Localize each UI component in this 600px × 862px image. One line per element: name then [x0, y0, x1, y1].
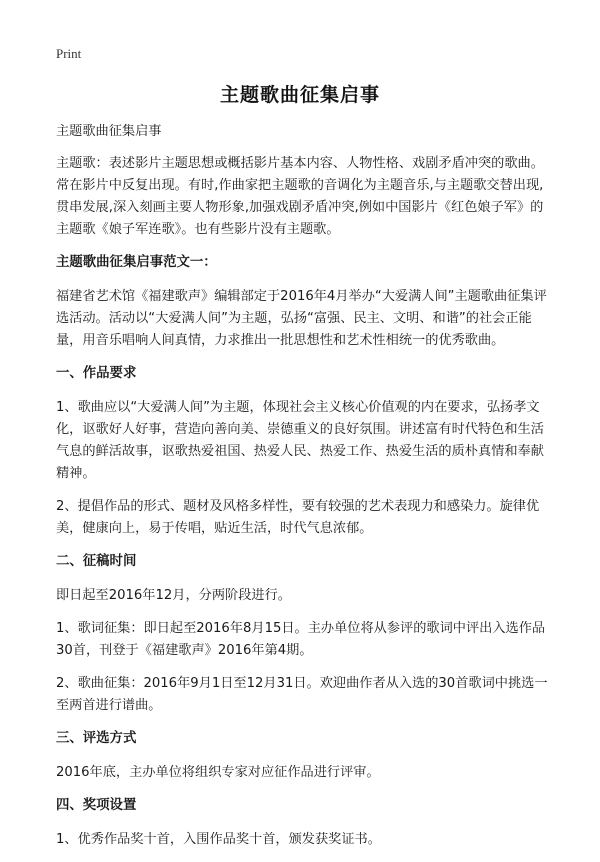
- sample-heading: 主题歌曲征集启事范文一：: [56, 255, 217, 270]
- intro-line: 主题歌曲征集启事: [56, 124, 162, 139]
- requirements-item-2: 2、提倡作品的形式、题材及风格多样性，要有较强的艺术表现力和感染力。旋律优美，健康向上，易于传唱，贴近生活，时代气息浓郁。: [56, 499, 540, 536]
- section-heading-evaluation: 三、评选方式: [56, 731, 137, 746]
- section-heading-requirements: 一、作品要求: [56, 366, 137, 381]
- evaluation-paragraph: 2016年底，主办单位将组织专家对应征作品进行评审。: [56, 765, 380, 780]
- section-heading-submission-period: 二、征稿时间: [56, 554, 137, 569]
- sample-intro-paragraph: 福建省艺术馆《福建歌声》编辑部定于2016年4月举办“大爱满人间”主题歌曲征集评选活动。活动以“大爱满人间”为主题，弘扬“富强、民主、文明、和谐”的社会正能量，用音乐唱响人间真情，力求推出一批思想性和艺术性相统一的优秀歌曲。: [56, 289, 547, 348]
- page-title: 主题歌曲征集启事: [219, 84, 380, 106]
- document-body: [56, 121, 556, 862]
- awards-item-1: 1、优秀作品奖十首，入围作品奖十首，颁发获奖证书。: [56, 832, 381, 847]
- section-heading-awards: 四、奖项设置: [56, 798, 137, 813]
- submission-period-intro: 即日起至2016年12月，分两阶段进行。: [56, 588, 291, 603]
- submission-period-item-1: 1、歌词征集：即日起至2016年8月15日。主办单位将从参评的歌词中评出入选作品30首，刊登于《福建歌声》2016年第4期。: [56, 621, 546, 658]
- submission-period-item-2: 2、歌曲征集：2016年9月1日至12月31日。欢迎曲作者从入选的30首歌词中挑选一至两首进行谱曲。: [56, 676, 548, 713]
- requirements-item-1: 1、歌曲应以“大爱满人间”为主题，体现社会主义核心价值观的内在要求，弘扬孝文化，讴歌好人好事，营造向善向美、崇德重义的良好氛围。讲述富有时代特色和生活气息的鲜活故事，讴歌热爱祖国、热爱人民、热爱工作、热爱生活的质朴真情和奉献精神。: [56, 400, 544, 481]
- print-label: Print: [56, 46, 82, 61]
- definition-paragraph: 主题歌：表述影片主题思想或概括影片基本内容、人物性格、戏剧矛盾冲突的歌曲。常在影片中反复出现。有时,作曲家把主题歌的音调化为主题音乐,与主题歌交替出现,贯串发展,深入刻画主要人物形象,加强戏剧矛盾冲突,例如中国影片《红色娘子军》的主题歌《娘子军连歌》。也有些影片没有主题歌。: [56, 156, 544, 237]
